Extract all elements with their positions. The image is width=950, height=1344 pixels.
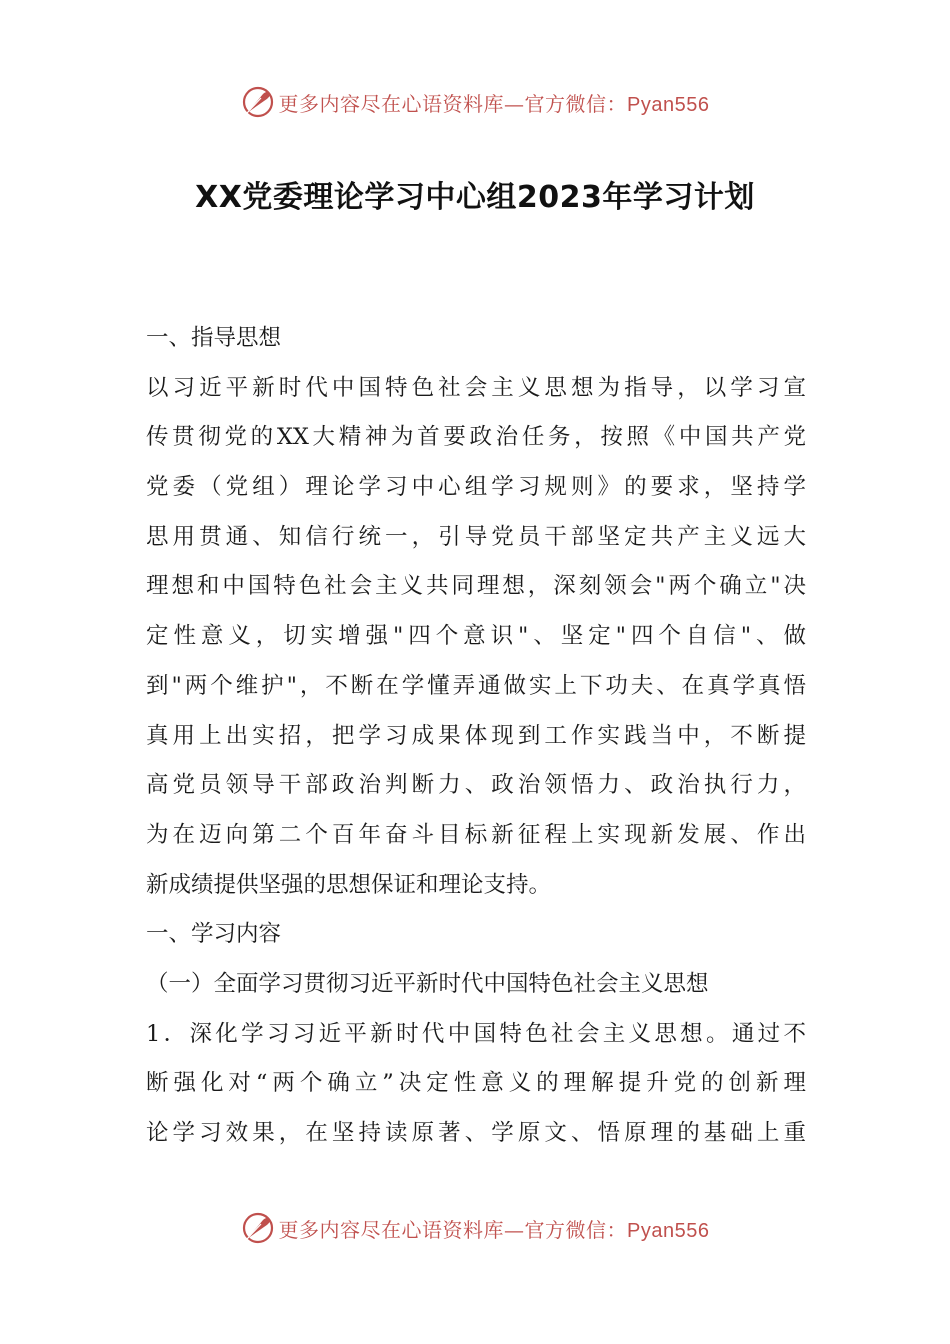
watermark-account: Pyan556 bbox=[627, 1219, 710, 1242]
text-line: 一、指导思想 bbox=[146, 325, 282, 351]
document-title: XX党委理论学习中心组2023年学习计划 bbox=[195, 180, 755, 215]
text-line: 以习近平新时代中国特色社会主义思想为指导，以学习宣 bbox=[146, 374, 806, 401]
text-line: （一）全面学习贯彻习近平新时代中国特色社会主义思想 bbox=[146, 970, 709, 997]
text-line: 断强化对“两个确立”决定性意义的理解提升党的创新理 bbox=[146, 1070, 806, 1097]
watermark-text bbox=[279, 1214, 710, 1243]
text-line: 党委（党组）理论学习中心组学习规则》的要求，坚持学 bbox=[146, 474, 806, 501]
text-line: 论学习效果，在坚持读原著、学原文、悟原理的基础上重 bbox=[146, 1120, 806, 1146]
text-line: 定性意义，切实增强"四个意识"、坚定"四个自信"、做 bbox=[146, 623, 806, 650]
text-line: 到"两个维护"，不断在学懂弄通做实上下功夫、在真学真悟 bbox=[146, 672, 806, 699]
watermark-text bbox=[279, 88, 710, 117]
text-line: 真用上出实招，把学习成果体现到工作实践当中，不断提 bbox=[146, 722, 806, 749]
text-line: 传贯彻党的XX大精神为首要政治任务，按照《中国共产党 bbox=[146, 424, 806, 451]
text-line: 为在迈向第二个百年奋斗目标新征程上实现新发展、作出 bbox=[146, 821, 806, 848]
watermark-label: 更多内容尽在心语资料库—官方微信： bbox=[278, 91, 628, 116]
text-line: 思用贯通、知信行统一，引导党员干部坚定共产主义远大 bbox=[146, 523, 806, 550]
watermark-footer bbox=[0, 1208, 950, 1248]
watermark-header bbox=[0, 82, 950, 122]
text-line: 新成绩提供坚强的思想保证和理论支持。 bbox=[146, 871, 552, 898]
text-line: 高党员领导干部政治判断力、政治领悟力、政治执行力， bbox=[146, 772, 806, 799]
text-line: 一、学习内容 bbox=[146, 921, 282, 948]
quill-pen-circle-icon bbox=[241, 85, 275, 119]
watermark-account: Pyan556 bbox=[627, 93, 710, 116]
text-line: 1．深化学习习近平新时代中国特色社会主义思想。通过不 bbox=[146, 1020, 806, 1047]
document-body bbox=[146, 314, 806, 1159]
text-line: 理想和中国特色社会主义共同理想，深刻领会"两个确立"决 bbox=[146, 573, 806, 600]
watermark-label: 更多内容尽在心语资料库—官方微信： bbox=[278, 1217, 628, 1242]
quill-pen-circle-icon bbox=[241, 1211, 275, 1245]
